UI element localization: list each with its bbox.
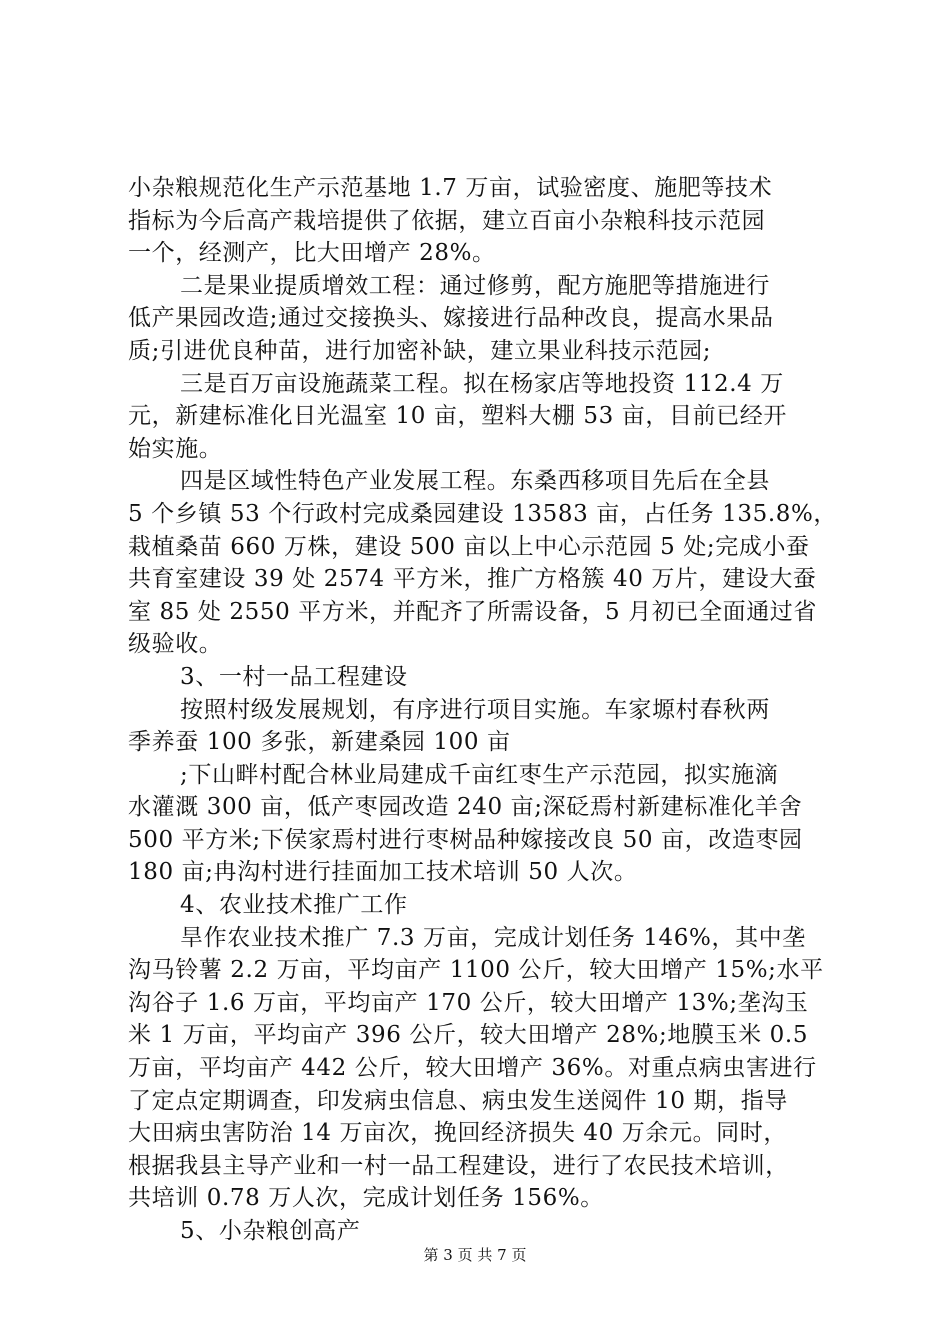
text-line: 沟马铃薯 2.2 万亩，平均亩产 1100 公斤，较大田增产 15%;水平 bbox=[128, 957, 824, 984]
text-line: 共育室建设 39 处 2574 平方米，推广方格簇 40 万片，建设大蚕 bbox=[128, 566, 817, 593]
text-line: 元，新建标准化日光温室 10 亩，塑料大棚 53 亩，目前已经开 bbox=[128, 403, 787, 430]
text-line: 大田病虫害防治 14 万亩次，挽回经济损失 40 万余元。同时， bbox=[128, 1120, 787, 1147]
text-line: 沟谷子 1.6 万亩，平均亩产 170 公斤，较大田增产 13%;垄沟玉 bbox=[128, 989, 809, 1016]
text-line: 180 亩;冉沟村进行挂面加工技术培训 50 人次。 bbox=[128, 859, 638, 886]
text-line: 质;引进优良种苗，进行加密补缺，建立果业科技示范园; bbox=[128, 337, 712, 364]
section-heading: 3、一村一品工程建设 bbox=[180, 663, 408, 690]
text-line: 按照村级发展规划，有序进行项目实施。车家塬村春秋两 bbox=[180, 696, 770, 723]
text-line: ;下山畔村配合林业局建成千亩红枣生产示范园，拟实施滴 bbox=[180, 761, 779, 788]
text-line: 根据我县主导产业和一村一品工程建设，进行了农民技术培训， bbox=[128, 1152, 789, 1179]
text-line: 三是百万亩设施蔬菜工程。拟在杨家店等地投资 112.4 万 bbox=[180, 370, 784, 397]
text-line: 万亩，平均亩产 442 公斤，较大田增产 36%。对重点病虫害进行 bbox=[128, 1055, 817, 1082]
text-line: 500 平方米;下侯家焉村进行枣树品种嫁接改良 50 亩，改造枣园 bbox=[128, 826, 803, 853]
text-line: 了定点定期调查，印发病虫信息、病虫发生送阅件 10 期，指导 bbox=[128, 1087, 788, 1114]
text-line: 级验收。 bbox=[128, 631, 223, 658]
text-line: 指标为今后高产栽培提供了依据，建立百亩小杂粮科技示范园 bbox=[128, 207, 766, 234]
text-line: 季养蚕 100 多张，新建桑园 100 亩 bbox=[128, 729, 511, 756]
text-line: 小杂粮规范化生产示范基地 1.7 万亩，试验密度、施肥等技术 bbox=[128, 175, 773, 201]
text-line: 5 个乡镇 53 个行政村完成桑园建设 13583 亩，占任务 135.8%， bbox=[128, 500, 838, 527]
text-line: 旱作农业技术推广 7.3 万亩，完成计划任务 146%，其中垄 bbox=[180, 924, 806, 951]
document-body bbox=[128, 172, 838, 1248]
text-line: 室 85 处 2550 平方米，并配齐了所需设备，5 月初已全面通过省 bbox=[128, 598, 817, 625]
page-number-footer: 第 3 页 共 7 页 bbox=[423, 1246, 527, 1264]
text-line: 栽植桑苗 660 万株，建设 500 亩以上中心示范园 5 处;完成小蚕 bbox=[128, 533, 810, 560]
text-line: 水灌溉 300 亩，低产枣园改造 240 亩;深砭焉村新建标准化羊舍 bbox=[128, 794, 803, 821]
section-heading: 4、农业技术推广工作 bbox=[180, 892, 408, 919]
text-line: 一个，经测产，比大田增产 28%。 bbox=[128, 240, 496, 267]
text-line: 低产果园改造;通过交接换头、嫁接进行品种改良，提高水果品 bbox=[128, 305, 774, 332]
section-heading: 5、小杂粮创高产 bbox=[180, 1218, 361, 1244]
text-line: 二是果业提质增效工程：通过修剪，配方施肥等措施进行 bbox=[180, 272, 770, 299]
text-line: 始实施。 bbox=[128, 435, 223, 462]
text-line: 四是区域性特色产业发展工程。东桑西移项目先后在全县 bbox=[180, 468, 770, 495]
text-line: 共培训 0.78 万人次，完成计划任务 156%。 bbox=[128, 1185, 604, 1212]
text-line: 米 1 万亩，平均亩产 396 公斤，较大田增产 28%;地膜玉米 0.5 bbox=[128, 1022, 809, 1049]
